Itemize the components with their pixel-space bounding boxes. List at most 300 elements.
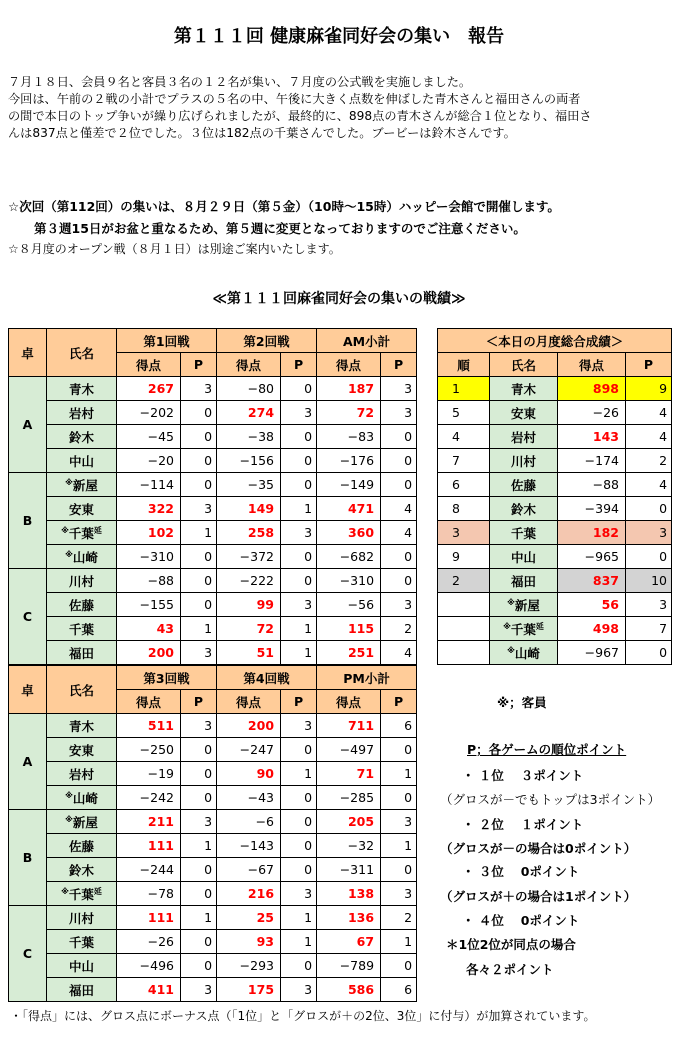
subtotal-points: 0 xyxy=(381,545,417,569)
game-1-points: 0 xyxy=(181,738,217,762)
game-2-points: 0 xyxy=(281,858,317,882)
monthly-ranking-table xyxy=(437,328,672,665)
rank-number: 1 xyxy=(438,377,490,401)
table-label: B xyxy=(9,473,47,569)
subtotal-points: 6 xyxy=(381,978,417,1002)
game-1-score: −310 xyxy=(117,545,181,569)
extension-mark: 延 xyxy=(535,621,544,631)
subtotal-score: −176 xyxy=(317,449,381,473)
player-name xyxy=(47,401,117,425)
player-name-text: 新屋 xyxy=(72,814,98,830)
game-1-points: 0 xyxy=(181,401,217,425)
subtotal-points: 1 xyxy=(381,834,417,858)
legend-line: （グロスが－の場合は0ポイント） xyxy=(440,841,637,856)
player-name xyxy=(47,714,117,738)
game-2-score: 200 xyxy=(217,714,281,738)
player-name-text: 山崎 xyxy=(514,645,540,661)
game-2-score: 274 xyxy=(217,401,281,425)
guest-mark: ※ xyxy=(507,645,515,655)
player-name xyxy=(490,641,558,665)
table-label: B xyxy=(9,810,47,906)
game-2-points: 0 xyxy=(281,473,317,497)
rank-number: 3 xyxy=(438,521,490,545)
game-2-score: −143 xyxy=(217,834,281,858)
table-row xyxy=(9,810,417,834)
game-2-score: −35 xyxy=(217,473,281,497)
game-2-points: 1 xyxy=(281,906,317,930)
player-name-text: 山崎 xyxy=(72,549,98,565)
game-1-points: 0 xyxy=(181,930,217,954)
table-row xyxy=(9,882,417,906)
header-rank: 順 xyxy=(438,353,490,377)
subtotal-points: 0 xyxy=(381,858,417,882)
player-name xyxy=(47,497,117,521)
game-1-points: 0 xyxy=(181,858,217,882)
rank-number: 8 xyxy=(438,497,490,521)
game-1-score: −496 xyxy=(117,954,181,978)
rank-number: 6 xyxy=(438,473,490,497)
header-points: P xyxy=(181,353,217,377)
total-score: −965 xyxy=(558,545,626,569)
subtotal-points: 4 xyxy=(381,497,417,521)
subtotal-score: 471 xyxy=(317,497,381,521)
player-name-text: 岩村 xyxy=(510,429,536,445)
rank-number: 5 xyxy=(438,401,490,425)
game-1-points: 0 xyxy=(181,593,217,617)
subtotal-score: 136 xyxy=(317,906,381,930)
rank-number: 9 xyxy=(438,545,490,569)
game-1-score: 411 xyxy=(117,978,181,1002)
game-2-score: 90 xyxy=(217,762,281,786)
intro-paragraph xyxy=(8,74,670,142)
player-name-text: 岩村 xyxy=(68,405,94,421)
game-2-score: 72 xyxy=(217,617,281,641)
game-2-score: −247 xyxy=(217,738,281,762)
total-points: 0 xyxy=(626,497,672,521)
game-2-points: 0 xyxy=(281,449,317,473)
table-row xyxy=(9,593,417,617)
subtotal-score: 711 xyxy=(317,714,381,738)
game-2-score: −372 xyxy=(217,545,281,569)
ranking-row xyxy=(438,497,672,521)
table-row xyxy=(9,545,417,569)
rank-number: 2 xyxy=(438,569,490,593)
total-points: 4 xyxy=(626,473,672,497)
ranking-row xyxy=(438,593,672,617)
game-2-score: 25 xyxy=(217,906,281,930)
header-game-1: 第1回戦 xyxy=(117,329,217,353)
subtotal-points: 4 xyxy=(381,641,417,665)
legend-line: （グロスが＋の場合は1ポイント） xyxy=(440,889,637,904)
table-row xyxy=(9,930,417,954)
total-score: 837 xyxy=(558,569,626,593)
game-2-points: 0 xyxy=(281,738,317,762)
game-1-score: −20 xyxy=(117,449,181,473)
game-1-points: 0 xyxy=(181,473,217,497)
game-1-score: −244 xyxy=(117,858,181,882)
game-1-score: 511 xyxy=(117,714,181,738)
schedule-change-notice: 第３週15日がお盆と重なるため、第５週に変更となっておりますのでご注意ください。 xyxy=(34,221,526,236)
table-row xyxy=(9,377,417,401)
subtotal-points: 0 xyxy=(381,473,417,497)
subtotal-points: 0 xyxy=(381,449,417,473)
player-name xyxy=(47,473,117,497)
table-row xyxy=(9,954,417,978)
header-points: P xyxy=(281,353,317,377)
subtotal-score: −310 xyxy=(317,569,381,593)
total-points: 4 xyxy=(626,425,672,449)
subtotal-score: −83 xyxy=(317,425,381,449)
game-1-points: 3 xyxy=(181,641,217,665)
rank-number xyxy=(438,641,490,665)
player-name xyxy=(490,401,558,425)
game-2-points: 0 xyxy=(281,786,317,810)
results-subtitle: ≪第１１１回麻雀同好会の集いの戦績≫ xyxy=(212,291,466,307)
player-name-text: 青木 xyxy=(68,381,94,397)
table-row xyxy=(9,906,417,930)
game-1-points: 1 xyxy=(181,906,217,930)
total-score: −26 xyxy=(558,401,626,425)
game-2-score: −293 xyxy=(217,954,281,978)
intro-line: 今回は、午前の２戦の小計でプラスの５名の中、午後に大きく点数を伸ばした青木さんと福田さんの両者 xyxy=(8,92,581,106)
game-1-points: 3 xyxy=(181,810,217,834)
player-name xyxy=(490,425,558,449)
game-1-points: 1 xyxy=(181,834,217,858)
player-name-text: 川村 xyxy=(510,453,536,469)
player-name-text: 岩村 xyxy=(68,766,94,782)
player-name xyxy=(47,786,117,810)
subtotal-points: 0 xyxy=(381,954,417,978)
game-1-points: 0 xyxy=(181,786,217,810)
game-2-points: 0 xyxy=(281,569,317,593)
game-2-points: 1 xyxy=(281,762,317,786)
player-name xyxy=(47,545,117,569)
subtotal-points: 2 xyxy=(381,617,417,641)
points-legend-title: P；各ゲームの順位ポイント xyxy=(467,742,627,757)
legend-line: （グロスが－でもトップは3ポイント） xyxy=(440,792,661,807)
player-name xyxy=(47,930,117,954)
game-2-score: −43 xyxy=(217,786,281,810)
game-1-score: 43 xyxy=(117,617,181,641)
subtotal-points: 2 xyxy=(381,906,417,930)
extension-mark: 延 xyxy=(93,886,102,896)
player-name-text: 新屋 xyxy=(72,477,98,493)
guest-mark: ※ xyxy=(503,621,511,631)
header-score: 得点 xyxy=(117,690,181,714)
header-game-1: 第3回戦 xyxy=(117,666,217,690)
ranking-row xyxy=(438,449,672,473)
table-row xyxy=(9,762,417,786)
game-2-points: 3 xyxy=(281,978,317,1002)
table-row xyxy=(9,449,417,473)
subtotal-points: 1 xyxy=(381,762,417,786)
player-name xyxy=(47,641,117,665)
guest-mark: ※ xyxy=(65,790,73,800)
game-2-score: 93 xyxy=(217,930,281,954)
subtotal-points: 4 xyxy=(381,521,417,545)
table-row xyxy=(9,569,417,593)
player-name xyxy=(47,810,117,834)
game-1-score: −114 xyxy=(117,473,181,497)
table-row xyxy=(9,401,417,425)
total-score: 143 xyxy=(558,425,626,449)
guest-mark: ※ xyxy=(507,597,515,607)
game-1-score: −250 xyxy=(117,738,181,762)
game-1-score: −45 xyxy=(117,425,181,449)
game-2-points: 0 xyxy=(281,810,317,834)
table-label: A xyxy=(9,714,47,810)
game-1-points: 0 xyxy=(181,569,217,593)
player-name xyxy=(47,762,117,786)
game-1-score: 211 xyxy=(117,810,181,834)
total-points: 3 xyxy=(626,521,672,545)
am-results-table xyxy=(8,328,417,665)
game-1-points: 3 xyxy=(181,377,217,401)
subtotal-score: 115 xyxy=(317,617,381,641)
player-name-text: 千葉 xyxy=(68,621,94,637)
game-1-score: 111 xyxy=(117,906,181,930)
game-2-points: 0 xyxy=(281,425,317,449)
table-row xyxy=(9,473,417,497)
ranking-row xyxy=(438,521,672,545)
player-name-text: 川村 xyxy=(68,910,94,926)
table-row xyxy=(9,786,417,810)
game-1-score: 200 xyxy=(117,641,181,665)
game-2-points: 3 xyxy=(281,401,317,425)
game-1-score: 267 xyxy=(117,377,181,401)
subtotal-score: −311 xyxy=(317,858,381,882)
table-label: A xyxy=(9,377,47,473)
player-name-text: 安東 xyxy=(68,501,94,517)
header-game-2: 第2回戦 xyxy=(217,329,317,353)
player-name-text: 安東 xyxy=(68,742,94,758)
total-score: 898 xyxy=(558,377,626,401)
game-2-points: 0 xyxy=(281,545,317,569)
game-2-points: 3 xyxy=(281,593,317,617)
subtotal-score: 360 xyxy=(317,521,381,545)
table-row xyxy=(9,641,417,665)
game-1-points: 3 xyxy=(181,978,217,1002)
player-name-text: 中山 xyxy=(68,453,94,469)
player-name xyxy=(490,521,558,545)
player-name xyxy=(47,521,117,545)
total-points: 3 xyxy=(626,593,672,617)
header-subtotal: AM小計 xyxy=(317,329,417,353)
game-2-score: −67 xyxy=(217,858,281,882)
subtotal-points: 3 xyxy=(381,810,417,834)
player-name xyxy=(47,569,117,593)
rank-number xyxy=(438,617,490,641)
subtotal-points: 0 xyxy=(381,738,417,762)
total-points: 2 xyxy=(626,449,672,473)
subtotal-points: 3 xyxy=(381,593,417,617)
player-name xyxy=(490,593,558,617)
total-score: 182 xyxy=(558,521,626,545)
ranking-row xyxy=(438,377,672,401)
game-2-points: 1 xyxy=(281,497,317,521)
header-score: 得点 xyxy=(317,353,381,377)
subtotal-score: −32 xyxy=(317,834,381,858)
legend-line: ・ ４位 0ポイント xyxy=(462,913,580,928)
game-1-score: −242 xyxy=(117,786,181,810)
player-name xyxy=(490,377,558,401)
game-1-score: −155 xyxy=(117,593,181,617)
subtotal-score: −497 xyxy=(317,738,381,762)
player-name xyxy=(490,569,558,593)
game-2-points: 1 xyxy=(281,617,317,641)
player-name-text: 安東 xyxy=(510,405,536,421)
player-name-text: 新屋 xyxy=(514,597,540,613)
header-score: 得点 xyxy=(317,690,381,714)
intro-line: ７月１８日、会員９名と客員３名の１２名が集い、７月度の公式戦を実施しました。 xyxy=(8,75,472,89)
game-1-points: 0 xyxy=(181,882,217,906)
table-label: C xyxy=(9,906,47,1002)
guest-mark: ※ xyxy=(61,886,69,896)
player-name xyxy=(490,473,558,497)
subtotal-points: 1 xyxy=(381,930,417,954)
open-match-notice: ☆８月度のオープン戦（８月１日）は別途ご案内いたします。 xyxy=(8,242,341,256)
subtotal-score: 138 xyxy=(317,882,381,906)
total-score: −174 xyxy=(558,449,626,473)
player-name-text: 川村 xyxy=(68,573,94,589)
table-row xyxy=(9,858,417,882)
ranking-title: ＜本日の月度総合成績＞ xyxy=(438,329,672,353)
ranking-row xyxy=(438,569,672,593)
subtotal-points: 0 xyxy=(381,786,417,810)
player-name xyxy=(490,449,558,473)
player-name-text: 鈴木 xyxy=(68,429,94,445)
player-name xyxy=(490,545,558,569)
subtotal-points: 3 xyxy=(381,882,417,906)
player-name-text: 山崎 xyxy=(72,790,98,806)
intro-line: の間で本日のトップ争いが繰り広げられましたが、最終的に、898点の青木さんが総合１位となり、福田さ xyxy=(8,109,592,123)
legend-line: 各々２ポイント xyxy=(466,962,554,977)
player-name-text: 千葉 xyxy=(68,886,94,902)
guest-mark: ※ xyxy=(65,814,73,824)
game-1-points: 1 xyxy=(181,521,217,545)
total-score: −88 xyxy=(558,473,626,497)
subtotal-score: 187 xyxy=(317,377,381,401)
header-name: 氏名 xyxy=(47,666,117,714)
game-2-points: 3 xyxy=(281,882,317,906)
ranking-row xyxy=(438,425,672,449)
total-score: −394 xyxy=(558,497,626,521)
game-2-score: −6 xyxy=(217,810,281,834)
player-name-text: 千葉 xyxy=(68,934,94,950)
player-name-text: 福田 xyxy=(510,573,536,589)
rank-number xyxy=(438,593,490,617)
header-points: P xyxy=(281,690,317,714)
player-name-text: 千葉 xyxy=(510,621,536,637)
subtotal-points: 3 xyxy=(381,401,417,425)
table-row xyxy=(9,617,417,641)
header-points: P xyxy=(626,353,672,377)
game-1-points: 1 xyxy=(181,617,217,641)
extension-mark: 延 xyxy=(93,525,102,535)
header-name: 氏名 xyxy=(490,353,558,377)
game-2-score: 99 xyxy=(217,593,281,617)
player-name-text: 鈴木 xyxy=(68,862,94,878)
header-score: 得点 xyxy=(217,353,281,377)
player-name xyxy=(47,882,117,906)
page-title: 第１１１回 健康麻雀同好会の集い 報告 xyxy=(173,26,505,47)
game-2-points: 0 xyxy=(281,377,317,401)
player-name xyxy=(47,425,117,449)
game-2-points: 3 xyxy=(281,714,317,738)
game-2-score: −80 xyxy=(217,377,281,401)
header-game-2: 第4回戦 xyxy=(217,666,317,690)
header-table: 卓 xyxy=(9,666,47,714)
game-2-score: −156 xyxy=(217,449,281,473)
total-score: 56 xyxy=(558,593,626,617)
game-1-points: 3 xyxy=(181,497,217,521)
legend-line: ＊1位2位が同点の場合 xyxy=(446,937,576,952)
player-name-text: 福田 xyxy=(68,645,94,661)
player-name-text: 佐藤 xyxy=(68,838,94,854)
ranking-row xyxy=(438,641,672,665)
header-score: 得点 xyxy=(217,690,281,714)
subtotal-score: −789 xyxy=(317,954,381,978)
header-name: 氏名 xyxy=(47,329,117,377)
footer-note: ・「得点」には、グロス点にボーナス点（「1位」と「グロスが＋の2位、3位」に付与）が加算されています。 xyxy=(10,1009,596,1023)
game-1-score: −78 xyxy=(117,882,181,906)
game-1-points: 0 xyxy=(181,545,217,569)
subtotal-score: −285 xyxy=(317,786,381,810)
player-name xyxy=(47,377,117,401)
legend-line: ・ ２位 １ポイント xyxy=(462,817,584,832)
table-row xyxy=(9,497,417,521)
subtotal-score: 205 xyxy=(317,810,381,834)
table-row xyxy=(9,834,417,858)
subtotal-score: −682 xyxy=(317,545,381,569)
game-2-points: 0 xyxy=(281,954,317,978)
total-points: 4 xyxy=(626,401,672,425)
player-name xyxy=(47,593,117,617)
player-name xyxy=(490,497,558,521)
subtotal-points: 0 xyxy=(381,425,417,449)
game-2-points: 1 xyxy=(281,641,317,665)
player-name xyxy=(47,978,117,1002)
header-subtotal: PM小計 xyxy=(317,666,417,690)
ranking-row xyxy=(438,545,672,569)
total-points: 0 xyxy=(626,641,672,665)
game-1-score: −202 xyxy=(117,401,181,425)
intro-line: んは837点と僅差で２位でした。３位は182点の千葉さんでした。ブービーは鈴木さんです。 xyxy=(8,126,516,140)
game-1-points: 0 xyxy=(181,954,217,978)
game-1-points: 3 xyxy=(181,714,217,738)
player-name xyxy=(47,906,117,930)
player-name xyxy=(47,834,117,858)
subtotal-score: 72 xyxy=(317,401,381,425)
game-2-score: 258 xyxy=(217,521,281,545)
guest-mark: ※ xyxy=(61,525,69,535)
subtotal-points: 0 xyxy=(381,569,417,593)
legend-line: ・ ３位 0ポイント xyxy=(462,864,580,879)
player-name xyxy=(47,738,117,762)
subtotal-score: 67 xyxy=(317,930,381,954)
player-name xyxy=(47,617,117,641)
player-name-text: 青木 xyxy=(510,381,536,397)
total-score: 498 xyxy=(558,617,626,641)
total-points: 10 xyxy=(626,569,672,593)
header-score: 得点 xyxy=(558,353,626,377)
header-points: P xyxy=(381,690,417,714)
rank-number: 7 xyxy=(438,449,490,473)
subtotal-points: 3 xyxy=(381,377,417,401)
game-2-points: 0 xyxy=(281,834,317,858)
pm-results-table xyxy=(8,665,417,1002)
ranking-row xyxy=(438,473,672,497)
